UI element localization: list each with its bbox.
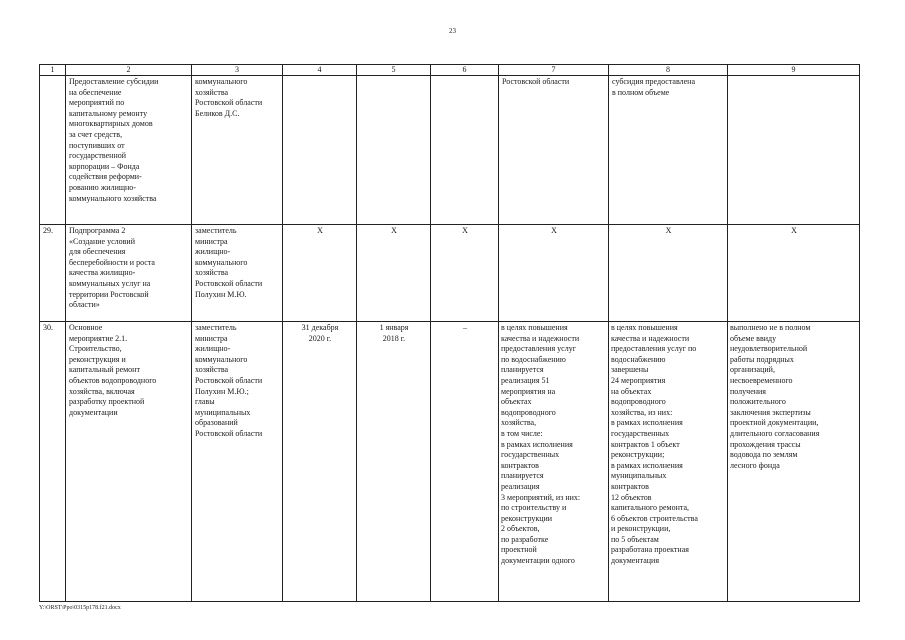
responsible-cell: заместитель министра жилищно- коммунального хозяйства Ростовской области Полухин М.Ю.; главы муниципальных образований Ростовской области bbox=[192, 322, 283, 602]
header-cell: 2 bbox=[66, 65, 192, 76]
actual-date-cell: – bbox=[431, 322, 499, 602]
file-path-footer: Y:\ORST\Ppo\0315p178.f21.docx bbox=[39, 605, 121, 611]
header-cell: 7 bbox=[499, 65, 609, 76]
row-number-cell: 29. bbox=[40, 225, 66, 322]
actual-result-cell: в целях повышения качества и надежности предоставления услуг по водоснабжению завершены 24 мероприятия на объектах водопроводного хозяйства, из них: в рамках исполнения государственных контрактов 1 объект реконструкции; в рамках исполнения муниципальных контрактов 12 объектов капитального ремонта, 6 объектов строительства и реконструкции, по 5 объектам разработана проектная документация bbox=[609, 322, 728, 602]
table-row bbox=[40, 76, 860, 225]
planned-result-cell: Х bbox=[499, 225, 609, 322]
header-cell: 4 bbox=[283, 65, 357, 76]
reason-cell: выполнено не в полном объеме ввиду неудовлетворительной работы подрядных организаций, несвоевременного получения положительного заключения экспертизы проектной документации, длительного согласования прохождения трассы водовода по землям лесного фонда bbox=[728, 322, 860, 602]
planned-result-cell: в целях повышения качества и надежности предоставления услуг по водоснабжению планируется реализация 51 мероприятия на объектах водопроводного хозяйства, в том числе: в рамках исполнения государственных контрактов планируется реализация 3 мероприятий, из них: по строительству и реконструкции 2 объектов, по разработке проектной документации одного bbox=[499, 322, 609, 602]
reason-cell: Х bbox=[728, 225, 860, 322]
reason-cell bbox=[728, 76, 860, 225]
actual-date-cell: Х bbox=[431, 225, 499, 322]
actual-result-cell: Х bbox=[609, 225, 728, 322]
start-date-cell bbox=[357, 76, 431, 225]
table-row bbox=[40, 225, 860, 322]
report-table bbox=[39, 64, 860, 602]
header-cell: 6 bbox=[431, 65, 499, 76]
actual-result-cell: субсидия предоставлена в полном объеме bbox=[609, 76, 728, 225]
responsible-cell: коммунального хозяйства Ростовской области Беликов Д.С. bbox=[192, 76, 283, 225]
row-number-cell bbox=[40, 76, 66, 225]
end-date-cell bbox=[283, 76, 357, 225]
end-date-cell: Х bbox=[283, 225, 357, 322]
header-row bbox=[40, 65, 860, 76]
planned-result-cell: Ростовской области bbox=[499, 76, 609, 225]
start-date-cell: Х bbox=[357, 225, 431, 322]
measure-name-cell: Подпрограмма 2 «Создание условий для обеспечения бесперебойности и роста качества жилищно- коммунальных услуг на территории Ростовской области» bbox=[66, 225, 192, 322]
header-cell: 3 bbox=[192, 65, 283, 76]
header-cell: 9 bbox=[728, 65, 860, 76]
header-cell: 5 bbox=[357, 65, 431, 76]
end-date-cell: 31 декабря 2020 г. bbox=[283, 322, 357, 602]
measure-name-cell: Основное мероприятие 2.1. Строительство, реконструкция и капитальный ремонт объектов водопроводного хозяйства, включая разработку проектной документации bbox=[66, 322, 192, 602]
actual-date-cell bbox=[431, 76, 499, 225]
start-date-cell: 1 января 2018 г. bbox=[357, 322, 431, 602]
measure-name-cell: Предоставление субсидии на обеспечение мероприятий по капитальному ремонту многоквартирных домов за счет средств, поступивших от государственной корпорации – Фонда содействия реформи- рованию жилищно- коммунального хозяйства bbox=[66, 76, 192, 225]
header-cell: 1 bbox=[40, 65, 66, 76]
responsible-cell: заместитель министра жилищно- коммунального хозяйства Ростовской области Полухин М.Ю. bbox=[192, 225, 283, 322]
header-cell: 8 bbox=[609, 65, 728, 76]
row-number-cell: 30. bbox=[40, 322, 66, 602]
table-row bbox=[40, 322, 860, 602]
page-number: 23 bbox=[449, 27, 456, 35]
